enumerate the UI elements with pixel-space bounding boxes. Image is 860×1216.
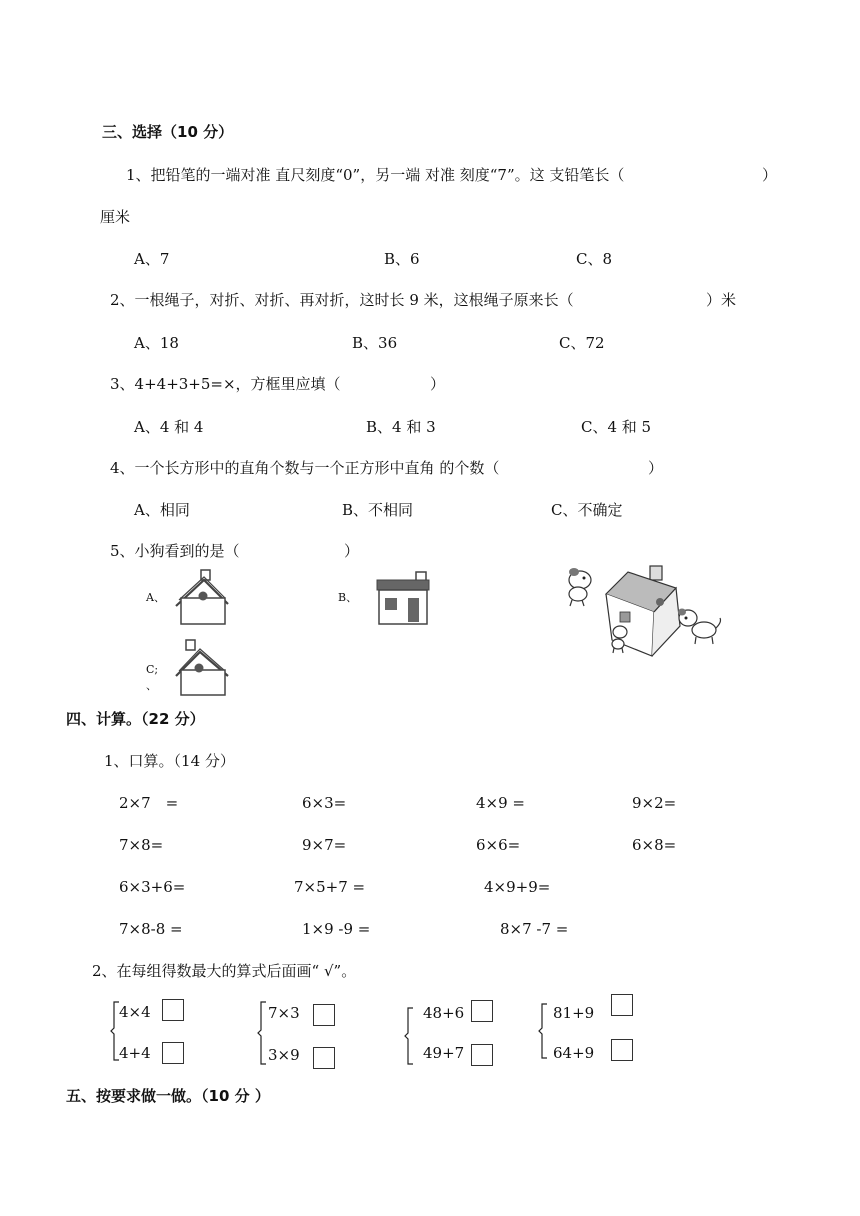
calc-r1-c4: 9×2=: [632, 794, 677, 812]
group-1-expr-2: 4+4: [119, 1044, 151, 1062]
group-2-checkbox-1[interactable]: [313, 1004, 335, 1026]
part-2-title: 2、在每组得数最大的算式后面画“ √”。: [92, 962, 357, 980]
calc-r1-c1: 2×7 =: [119, 794, 179, 812]
part-1-title: 1、口算。（14 分）: [104, 752, 235, 770]
group-1-checkbox-1[interactable]: [162, 999, 184, 1021]
house-option-b-image[interactable]: [376, 572, 432, 626]
calc-r1-c2: 6×3=: [302, 794, 347, 812]
q5-option-c-label[interactable]: C;: [146, 663, 159, 676]
q4-text: 4、一个长方形中的直角个数与一个正方形中直角 的个数（: [110, 459, 500, 477]
group-2-checkbox-2[interactable]: [313, 1047, 335, 1069]
q4-option-c[interactable]: C、不确定: [551, 501, 623, 519]
calc-r3-c1: 6×3+6=: [119, 878, 186, 896]
section-3-title: 三、选择（10 分）: [102, 123, 234, 141]
group-2-expr-1: 7×3: [268, 1004, 300, 1022]
q2-close: ）米: [706, 291, 737, 309]
calc-r4-c1: 7×8-8 =: [119, 920, 183, 938]
calc-r3-c2: 7×5+7 =: [294, 878, 366, 896]
q2-option-b[interactable]: B、36: [352, 334, 398, 352]
group-4-brace: [538, 1002, 548, 1060]
q3-text: 3、4+4+3+5=×，方框里应填（: [110, 375, 341, 393]
q1-text2: 厘米: [100, 208, 131, 226]
group-3-brace: [404, 1006, 414, 1066]
q5-close: ）: [344, 542, 360, 560]
q3-option-c[interactable]: C、4 和 5: [581, 418, 652, 436]
calc-r3-c3: 4×9+9=: [484, 878, 551, 896]
calc-r4-c2: 1×9 -9 =: [302, 920, 371, 938]
q4-option-b[interactable]: B、不相同: [342, 501, 414, 519]
q5-option-c-mark: 、: [146, 679, 157, 692]
q1-option-c[interactable]: C、8: [576, 250, 613, 268]
calc-r2-c2: 9×7=: [302, 836, 347, 854]
q5-option-b-label[interactable]: B、: [338, 591, 358, 604]
section-4-title: 四、计算。（22 分）: [66, 710, 205, 728]
dogs-and-house-illustration: [556, 560, 726, 660]
calc-r1-c3: 4×9 =: [476, 794, 525, 812]
q1-option-b[interactable]: B、6: [384, 250, 420, 268]
group-2-brace: [257, 1000, 267, 1066]
q3-close: ）: [430, 375, 446, 393]
group-3-expr-2: 49+7: [423, 1044, 465, 1062]
house-option-c-image[interactable]: [172, 638, 232, 698]
group-1-expr-1: 4×4: [119, 1003, 151, 1021]
q5-option-a-label[interactable]: A、: [146, 591, 165, 604]
group-4-expr-2: 64+9: [553, 1044, 595, 1062]
group-3-expr-1: 48+6: [423, 1004, 465, 1022]
q2-option-c[interactable]: C、72: [559, 334, 605, 352]
group-4-expr-1: 81+9: [553, 1004, 595, 1022]
q4-close: ）: [648, 459, 664, 477]
q3-option-a[interactable]: A、4 和 4: [134, 418, 204, 436]
q2-option-a[interactable]: A、18: [134, 334, 179, 352]
calc-r2-c1: 7×8=: [119, 836, 164, 854]
group-4-checkbox-1[interactable]: [611, 994, 633, 1016]
q4-option-a[interactable]: A、相同: [134, 501, 190, 519]
section-5-title: 五、按要求做一做。（10 分 ）: [66, 1087, 270, 1105]
group-4-checkbox-2[interactable]: [611, 1039, 633, 1061]
group-2-expr-2: 3×9: [268, 1046, 300, 1064]
q1-close: ）: [762, 166, 778, 184]
q3-option-b[interactable]: B、4 和 3: [366, 418, 436, 436]
group-3-checkbox-1[interactable]: [471, 1000, 493, 1022]
q1-text: 1、把铅笔的一端对准 直尺刻度“0”，另一端 对准 刻度“7”。这 支铅笔长（: [126, 166, 625, 184]
group-3-checkbox-2[interactable]: [471, 1044, 493, 1066]
calc-r2-c4: 6×8=: [632, 836, 677, 854]
q2-text: 2、一根绳子，对折、对折、再对折，这时长 9 米，这根绳子原来长（: [110, 291, 574, 309]
calc-r2-c3: 6×6=: [476, 836, 521, 854]
house-option-a-image[interactable]: [172, 568, 232, 628]
q5-text: 5、小狗看到的是（: [110, 542, 240, 560]
calc-r4-c3: 8×7 -7 =: [500, 920, 569, 938]
q1-option-a[interactable]: A、7: [134, 250, 170, 268]
group-1-checkbox-2[interactable]: [162, 1042, 184, 1064]
